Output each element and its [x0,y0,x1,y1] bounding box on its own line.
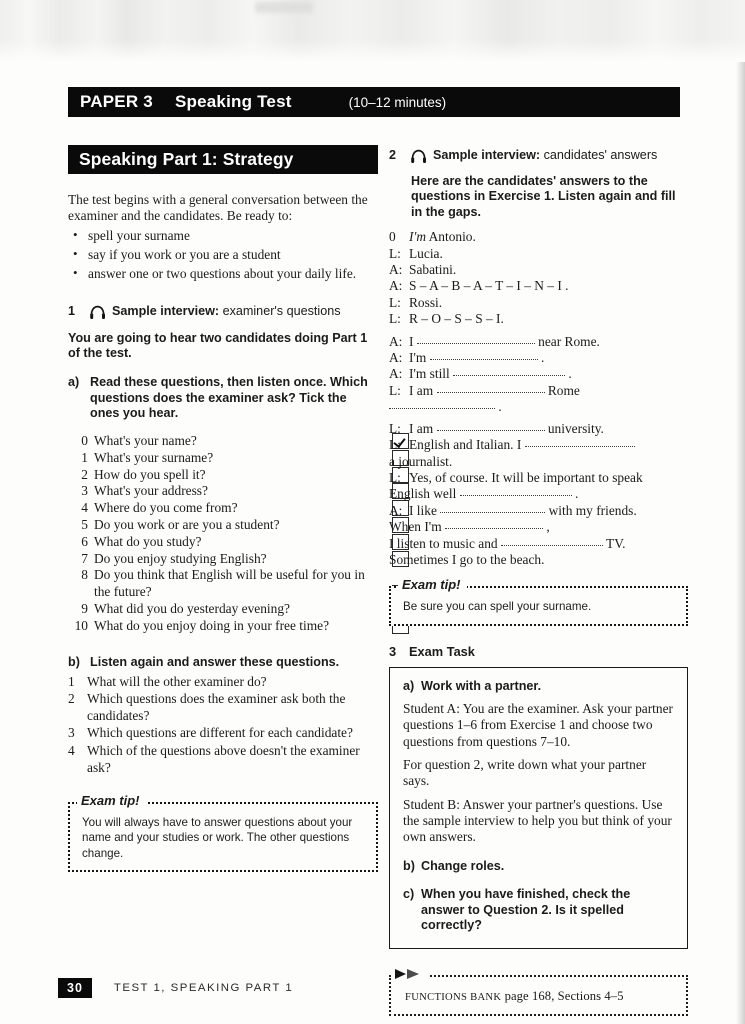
list-item: • spell your surname [86,228,378,244]
question-number: 10 [74,617,88,633]
question-number: 2 [81,466,88,482]
question-number: 3 [68,725,75,741]
dialogue-speaker: A: [389,350,403,366]
question-text: Do you work or are you a student? [94,517,280,533]
dialogue-line [389,503,688,519]
question-row [68,551,378,568]
list-item: • answer one or two questions about your daily life. [86,266,378,282]
dialogue-text [409,383,688,399]
dialogue-pre: I am [409,382,437,398]
headphones-icon [409,149,431,164]
list-item [68,743,378,776]
dialogue-italic: I'm [409,229,426,245]
dialogue-line [389,262,688,278]
dialogue-text [409,334,688,350]
dialogue-speaker: L: [389,420,401,436]
dialogue-continuation: Sometimes I go to the beach. [389,551,545,567]
list-item [68,674,378,691]
dialogue-speaker: 0 [389,229,396,245]
paper-label: PAPER 3 [80,92,153,111]
question-number: 1 [81,449,88,465]
dialogue-speaker: L: [389,311,401,327]
question-text: Which of the questions above doesn't the examiner ask? [87,743,360,775]
exam-tip-box-left [68,793,378,872]
question-number: 9 [81,601,88,617]
exercise-1-title-rest: examiner's questions [219,304,341,319]
dialogue-post: Rome [544,382,580,398]
footer-label: TEST 1, SPEAKING PART 1 [113,982,294,994]
dialogue-text: R – O – S – S – I. [409,311,504,327]
exam-tip-label: Exam tip! [398,577,467,592]
dialogue-continuation: a journalist. [389,453,453,469]
task-a-label: a) [403,678,415,693]
dialogue-text [409,229,688,245]
right-column [389,148,688,1016]
dialogue-line-group [389,470,688,503]
answer-gap[interactable] [445,521,543,529]
dialogue-line-group [389,383,688,416]
task-c-text: When you have finished, check the answer to Question 2. Is it spelled correctly? [421,887,631,933]
question-row [68,450,378,467]
dialogue-pre: I like [409,502,441,518]
question-number: 0 [81,433,88,449]
task-paragraph: For question 2, write down what your partner says. [403,757,647,789]
dialogue-pre: English and Italian. I [409,437,525,453]
question-text: Do you think that English will be useful for you in the future? [94,567,365,600]
task-b-text: Change roles. [421,858,505,873]
question-text: What's your address? [94,483,208,499]
dialogue-line [389,229,688,245]
dialogue-line [389,278,688,294]
question-text: Which questions does the examiner ask both the candidates? [87,691,346,723]
question-text: What did you do yesterday evening? [94,601,290,617]
dialogue-text: Lucia. [409,245,443,261]
question-row [68,567,378,601]
question-row [68,517,378,534]
question-number: 2 [68,691,75,707]
exercise-1-number: 1 [68,304,76,319]
functions-bank-page: page 168, Sections 4–5 [501,988,624,1003]
dialogue-line [389,246,688,262]
dialogue-line [389,311,688,327]
list-item: • say if you work or you are a student [86,247,378,263]
exercise-1-title-bold: Sample interview: [112,304,220,319]
dialogue-post: . [565,366,572,382]
part-b-label: b) [68,654,80,669]
task-part-b [403,859,674,875]
task-part-a [403,679,674,695]
dialogue-post: . [537,350,545,366]
exercise-1-lead: You are going to hear two candidates doing Part 1 of the test. [68,331,368,361]
question-text: What's your name? [94,433,197,449]
strategy-intro-text: The test begins with a general conversation between the examiner and the candidates. Be ready to: [68,192,368,224]
question-text: What do you enjoy doing in your free time? [94,617,330,633]
scan-smudge-artifact [255,2,313,13]
dialogue-speaker: L: [389,469,401,485]
dialogue-line [389,334,688,350]
dialogue-line2-post: , [542,519,550,535]
question-row [68,433,378,450]
page-number: 30 [58,978,92,998]
answer-gap[interactable] [501,538,603,546]
task-b-label: b) [403,858,415,873]
exercise-3-number: 3 [389,643,397,659]
exercise-2-number: 2 [389,148,397,162]
dialogue-text: Rossi. [409,294,443,310]
dialogue-text [409,503,688,519]
answer-gap[interactable] [437,423,545,431]
scan-edge-shadow [736,62,745,1024]
answer-gap[interactable] [417,336,535,344]
dialogue-speaker: L: [389,437,401,453]
dialogue-line [389,295,688,311]
exercise-2-title [433,148,657,162]
question-list [68,433,378,635]
dialogue-text [409,350,688,366]
question-number: 5 [81,517,88,533]
exercise-1-title [112,304,341,318]
dialogue-line [389,366,688,382]
task-part-c [403,887,674,934]
question-row [68,601,378,618]
exercise-2-title-bold: Sample interview: [433,148,541,162]
dialogue-continuation [389,536,688,552]
dialogue-speaker: A: [389,278,403,294]
dialogue-line3-pre: I listen to music and [389,535,501,551]
question-text: How do you spell it? [94,466,206,482]
part-b-question-list [68,674,378,777]
exercise-2-title-rest: candidates' answers [540,148,658,162]
dialogue-line [389,470,688,486]
question-text: Where do you come from? [94,500,238,516]
scan-gradient-artifact [0,0,745,62]
answer-gap[interactable] [389,401,495,409]
paper-duration: (10–12 minutes) [348,94,447,110]
question-number: 6 [81,533,88,549]
answer-gap[interactable] [430,352,538,360]
dialogue-speaker: A: [389,333,403,349]
question-number: 1 [68,673,75,689]
dialogue-wrap-post: . [571,486,579,502]
question-row [68,534,378,551]
question-text: Which questions are different for each candidate? [87,725,353,741]
left-column [68,145,378,872]
dialogue-post: with my friends. [545,502,637,518]
question-number: 3 [81,483,88,499]
dialogue-speaker: A: [389,502,403,518]
exercise-2-instruction: Here are the candidates' answers to the questions in Exercise 1. Listen again and fill in the gaps. [411,174,676,219]
dialogue-speaker: L: [389,382,401,398]
dialogue-line [389,383,688,399]
functions-bank-reference[interactable] [389,975,688,1016]
question-row [68,483,378,500]
dialogue-speaker: L: [389,294,401,310]
functions-bank-text [405,989,624,1003]
functions-bank-label: FUNCTIONS BANK [405,991,502,1003]
dialogue-text: S – A – B – A – T – I – N – I . [409,278,569,294]
question-text: What do you study? [94,533,202,549]
dialogue-post: near Rome. [534,333,600,349]
question-number: 7 [81,550,88,566]
exam-tip-body: Be sure you can spell your surname. [403,600,592,614]
dialogue-speaker: L: [389,245,401,261]
part-b-text: Listen again and answer these questions. [90,654,340,669]
dialogue-line-group [389,503,688,569]
question-row [68,500,378,517]
dialogue-line-group [389,437,688,470]
page-footer [58,978,293,998]
double-arrow-icon [393,967,429,981]
answer-gap[interactable] [453,368,565,376]
part-a-text: Read these questions, then listen once. Which questions does the examiner ask? Tick the ones you hear. [90,375,368,420]
headphones-icon [88,305,110,320]
question-text: Do you enjoy studying English? [94,550,267,566]
strategy-banner: Speaking Part 1: Strategy [68,145,378,174]
dialogue-text: Sabatini. [409,262,457,278]
question-row [68,618,378,635]
task-paragraph: Student B: Answer your partner's questions. Use the sample interview to help you but think of your own answers. [403,796,672,845]
dialogue-cont-post: . [495,399,502,415]
task-paragraph: Student A: You are the examiner. Ask your partner questions 1–6 from Exercise 1 and choose two questions from questions 7–10. [403,701,674,749]
question-text: What will the other examiner do? [87,673,267,689]
exercise-1-heading [68,304,378,319]
dialogue-pre: I am [409,420,437,436]
dialogue-line [389,437,688,453]
dialogue-rest: Antonio. [426,229,476,245]
dialogue-transcript [389,229,688,568]
dialogue-line3-post: TV. [602,535,626,551]
dialogue-text [409,421,688,437]
strategy-bullet-list [68,228,378,283]
answer-gap[interactable] [437,385,545,393]
answer-gap[interactable] [440,505,545,513]
dialogue-text [409,366,688,382]
question-number: 4 [68,743,75,759]
dialogue-continuation [389,486,688,502]
question-number: 8 [81,567,88,583]
exam-task-box [389,667,688,949]
exam-tip-box-right [389,577,688,625]
list-item [68,691,378,724]
dialogue-post: university. [544,420,604,436]
task-a-text: Work with a partner. [421,678,542,693]
dialogue-speaker: A: [389,262,403,278]
dialogue-pre: I'm still [409,366,454,382]
dialogue-speaker: A: [389,366,403,382]
dialogue-continuation [389,399,688,415]
paper-header-bar [68,87,680,117]
dialogue-continuation [389,519,688,535]
exercise-1-part-b [68,655,378,669]
dialogue-text [409,437,688,453]
task-c-label: c) [403,887,415,902]
dialogue-line [389,350,688,366]
dialogue-pre: I [409,333,417,349]
dialogue-line [389,421,688,437]
paper-title: Speaking Test [175,92,292,111]
dialogue-pre: I'm [409,350,430,366]
exam-tip-label: Exam tip! [77,793,146,808]
dialogue-text: Yes, of course. It will be important to speak [409,469,643,485]
exam-tip-body: You will always have to answer questions about your name and your studies or work. The other questions change. [82,816,353,860]
answer-gap[interactable] [460,488,572,496]
question-row [68,467,378,484]
exercise-3-title: Exam Task [409,643,475,659]
exercise-3-heading [389,644,688,659]
list-item [68,725,378,742]
exercise-1-part-a [68,375,378,421]
exercise-2-heading [389,148,688,163]
question-number: 4 [81,500,88,516]
question-text: What's your surname? [94,449,214,465]
answer-gap[interactable] [525,439,635,447]
dialogue-wrap-pre: English well [389,486,460,502]
part-a-label: a) [68,375,80,390]
dialogue-line2-pre: When I'm [389,519,445,535]
